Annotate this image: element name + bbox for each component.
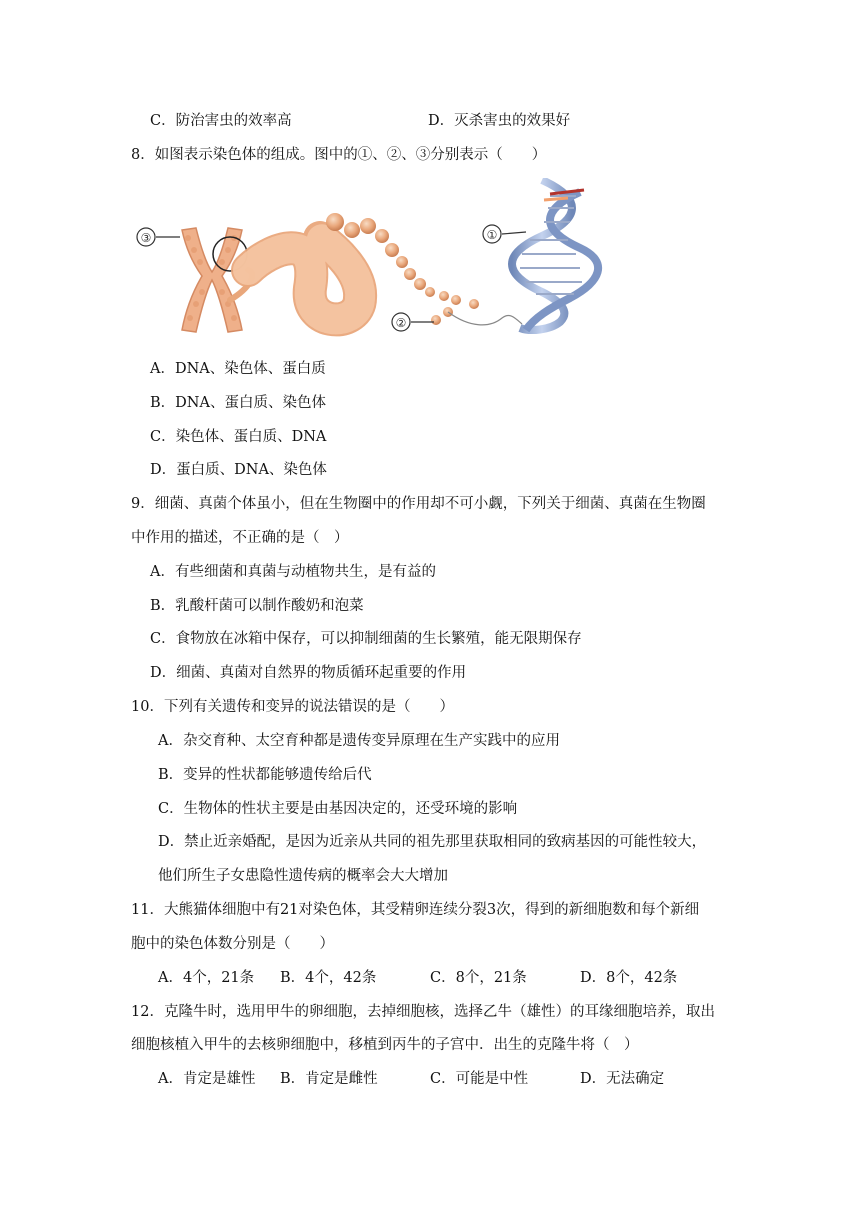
label-1: ①	[486, 228, 498, 242]
q8-option-c: C．染色体、蛋白质、DNA	[150, 429, 327, 445]
q11-stem-line2: 胞中的染色体数分别是（ ）	[131, 936, 334, 952]
q10-stem: 10．下列有关遗传和变异的说法错误的是（ ）	[131, 699, 454, 715]
q12-option-d: D．无法确定	[580, 1071, 665, 1087]
q9-option-c: C．食物放在冰箱中保存，可以抑制细菌的生长繁殖，能无限期保存	[150, 631, 582, 647]
q10-option-a: A．杂交育种、太空育种都是遗传变异原理在生产实践中的应用	[158, 733, 560, 749]
q10-option-c: C．生物体的性状主要是由基因决定的，还受环境的影响	[158, 801, 518, 817]
q10-option-d-continued: 他们所生子女患隐性遗传病的概率会大大增加	[158, 868, 448, 884]
q12-option-b: B．肯定是雌性	[280, 1071, 378, 1087]
label-2: ②	[395, 316, 407, 330]
chromatin-coil	[230, 238, 360, 319]
q7-option-c: C．防治害虫的效率高	[150, 113, 292, 129]
label-3: ③	[140, 231, 152, 245]
q9-stem-line2: 中作用的描述，不正确的是（ ）	[131, 530, 349, 546]
q12-option-c: C．可能是中性	[430, 1071, 529, 1087]
dna-double-helix	[512, 180, 598, 330]
q11-option-b: B．4个，42条	[280, 970, 377, 986]
q8-option-a: A．DNA、染色体、蛋白质	[150, 361, 326, 377]
q11-option-c: C．8个，21条	[430, 970, 527, 986]
q12-option-a: A．肯定是雄性	[158, 1071, 256, 1087]
q11-option-a: A．4个，21条	[158, 970, 255, 986]
q10-option-b: B．变异的性状都能够遗传给后代	[158, 767, 372, 783]
q12-stem-line2: 细胞核植入甲牛的去核卵细胞中，移植到丙牛的子宫中．出生的克隆牛将（ ）	[131, 1037, 639, 1053]
q9-option-d: D．细菌、真菌对自然界的物质循环起重要的作用	[150, 665, 467, 681]
q8-option-d: D．蛋白质、DNA、染色体	[150, 462, 327, 478]
q10-option-d: D．禁止近亲婚配，是因为近亲从共同的祖先那里获取相同的致病基因的可能性较大，	[158, 834, 707, 850]
q9-stem-line1: 9．细菌、真菌个体虽小，但在生物圈中的作用却不可小觑，下列关于细菌、真菌在生物圈	[131, 496, 706, 512]
q11-option-d: D．8个，42条	[580, 970, 678, 986]
chromosome-structure-figure	[130, 178, 610, 344]
q12-stem-line1: 12．克隆牛时，选用甲牛的卵细胞，去掉细胞核，选择乙牛（雄性）的耳缘细胞培养，取出	[131, 1004, 715, 1020]
q11-stem-line1: 11．大熊猫体细胞中有21对染色体，其受精卵连续分裂3次，得到的新细胞数和每个新细	[131, 902, 700, 918]
q9-option-b: B．乳酸杆菌可以制作酸奶和泡菜	[150, 598, 364, 614]
q7-option-d: D．灭杀害虫的效果好	[428, 113, 571, 129]
q8-option-b: B．DNA、蛋白质、染色体	[150, 395, 326, 411]
q9-option-a: A．有些细菌和真菌与动植物共生，是有益的	[150, 564, 436, 580]
q8-stem: 8．如图表示染色体的组成。图中的①、②、③分别表示（ ）	[131, 147, 547, 163]
